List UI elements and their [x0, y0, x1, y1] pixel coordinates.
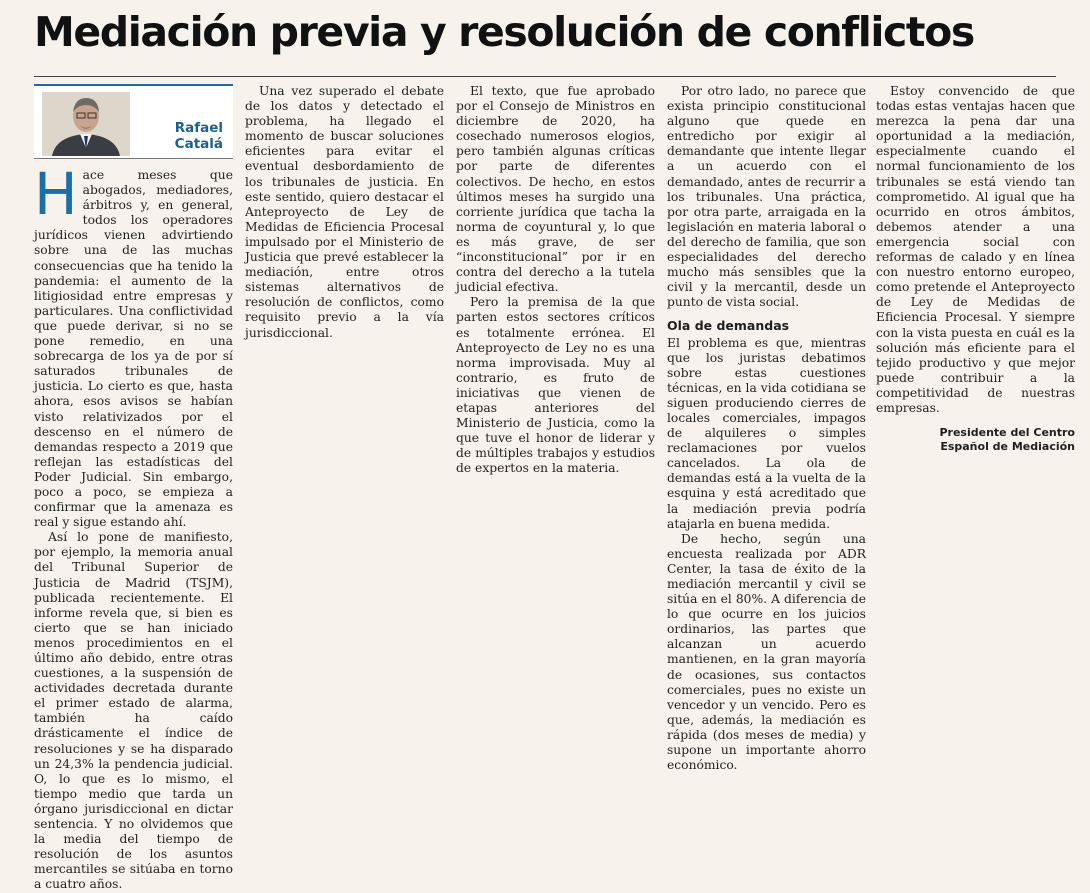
- author-name: [175, 120, 223, 152]
- headline-rule: [34, 76, 1056, 77]
- subheading: Ola de demandas: [667, 318, 790, 334]
- paragraph: De hecho, según una encuesta realizada por ADR Center, la tasa de éxito de la mediación mercantil y civil se sitúa en el 80%. A diferencia de lo que ocurre en los juicios ordinarios, las partes que alcanzan un acuerdo mantienen, en la gran mayoría de ocasiones, sus contactos comerciales, pues no existe un vencedor y un vencido. Pero es que, además, la mediación es rápida (dos meses de media) y supone un importante ahorro económico.: [667, 531, 866, 773]
- intro-text: ace meses que abogados, mediadores, árbitros y, en general, todos los operadores jurídicos vienen advirtiendo sobre una de las muchas consecuencias que ha tenido la pandemia: el aumento de la litigiosidad entre empresas y particulares. Una conflictividad que puede derivar, si no se pone remedio, en una sobrecarga de los ya de por sí saturados tribunales de justicia. Lo cierto es que, hasta ahora, esos avisos se habían visto relativizados por el descenso en el número de demandas respecto a 2019 que reflejan las estadísticas del Poder Judicial. Sin embargo, poco a poco, se empieza a confirmar que la amenaza es real y sigue estando ahí.: [34, 168, 233, 530]
- column-2: [245, 84, 444, 341]
- column-3: [456, 84, 655, 476]
- author-box: [34, 84, 233, 159]
- author-first-name: Rafael: [174, 120, 223, 136]
- paragraph: Pero la premisa de la que parten estos sectores críticos es totalmente errónea. El Anteproyecto de Ley no es una norma improvisada. Muy al contrario, es fruto de iniciativas que vienen de etapas anteriores del Ministerio de Justicia, como la que tuve el honor de liderar y de múltiples trabajos y estudios de expertos en la materia.: [456, 295, 655, 476]
- paragraph: El texto, que fue aprobado por el Consejo de Ministros en diciembre de 2020, ha cosechado numerosos elogios, pero también algunas críticas por parte de diferentes colectivos. De hecho, en estos últimos meses ha surgido una corriente jurídica que tacha la norma de coyuntural y, lo que es más grave, de ser “inconstitucional” por ir en contra del derecho a la tutela judicial efectiva.: [456, 84, 655, 295]
- author-last-name: Catalá: [174, 136, 223, 152]
- signature-line-1: Presidente del Centro: [939, 426, 1075, 440]
- paragraph: Una vez superado el debate de los datos y detectado el problema, ha llegado el momento de buscar soluciones eficientes para evitar el eventual desbordamiento de los tribunales de justicia. En este sentido, quiero destacar el Anteproyecto de Ley de Medidas de Eficiencia Procesal impulsado por el Ministerio de Justicia que prevé establecer la mediación, entre otros sistemas alternativos de resolución de conflictos, como requisito previo a la vía jurisdiccional.: [245, 84, 444, 340]
- paragraph: Estoy convencido de que todas estas ventajas hacen que merezca la pena dar una oportunidad a la mediación, especialmente cuando el normal funcionamiento de los tribunales se está viendo tan comprometido. Al igual que ha ocurrido en otros ámbitos, debemos atender a una emergencia social con reformas de calado y en línea con nuestro entorno europeo, como pretende el Anteproyecto de Ley de Medidas de Eficiencia Procesal. Y siempre con la vista puesta en cuál es la solución más eficiente para el tejido productivo y que mejor puede contribuir a la competitividad de nuestras empresas.: [876, 84, 1075, 415]
- paragraph: Así lo pone de manifiesto, por ejemplo, la memoria anual del Tribunal Superior de Justicia de Madrid (TSJM), publicada recientemente. El informe revela que, si bien es cierto que se han iniciado menos procedimientos en el último año debido, entre otras cuestiones, a la suspensión de actividades decretada durante el primer estado de alarma, también ha caído drásticamente el índice de resoluciones y se ha disparado un 24,3% la pendencia judicial. O, lo que es lo mismo, el tiempo medio que tarda un órgano jurisdiccional en dictar sentencia. Y no olvidemos que la media del tiempo de resolución de los asuntos mercantiles se sitúaba en torno a cuatro años.: [34, 530, 233, 892]
- intro-paragraph: [34, 160, 233, 530]
- headline: Mediación previa y resolución de conflictos: [34, 8, 974, 56]
- author-photo: [42, 92, 130, 156]
- signature-line-2: Español de Mediación: [940, 440, 1075, 454]
- column-5: [876, 84, 1075, 454]
- author-signature: [876, 426, 1075, 454]
- paragraph: Por otro lado, no parece que exista principio constitucional alguno que quede en entredicho por exigir al demandante que intente llegar a un acuerdo con el demandado, antes de recurrir a los tribunales. Una práctica, por otra parte, arraigada en la legislación en materia laboral o del derecho de familia, que son especialidades del derecho mucho más sensibles que la civil y la mercantil, desde un punto de vista social.: [667, 84, 866, 310]
- column-1: [34, 160, 233, 893]
- column-4: [667, 84, 866, 773]
- drop-cap: H: [34, 160, 78, 228]
- paragraph: El problema es que, mientras que los juristas debatimos sobre estas cuestiones técnicas, en la vida cotidiana se siguen produciendo cierres de locales comerciales, impagos de alquileres o simples reclamaciones por vuelos cancelados. La ola de demandas está a la vuelta de la esquina y está acreditado que la mediación previa podría atajarla en buena medida.: [667, 335, 866, 531]
